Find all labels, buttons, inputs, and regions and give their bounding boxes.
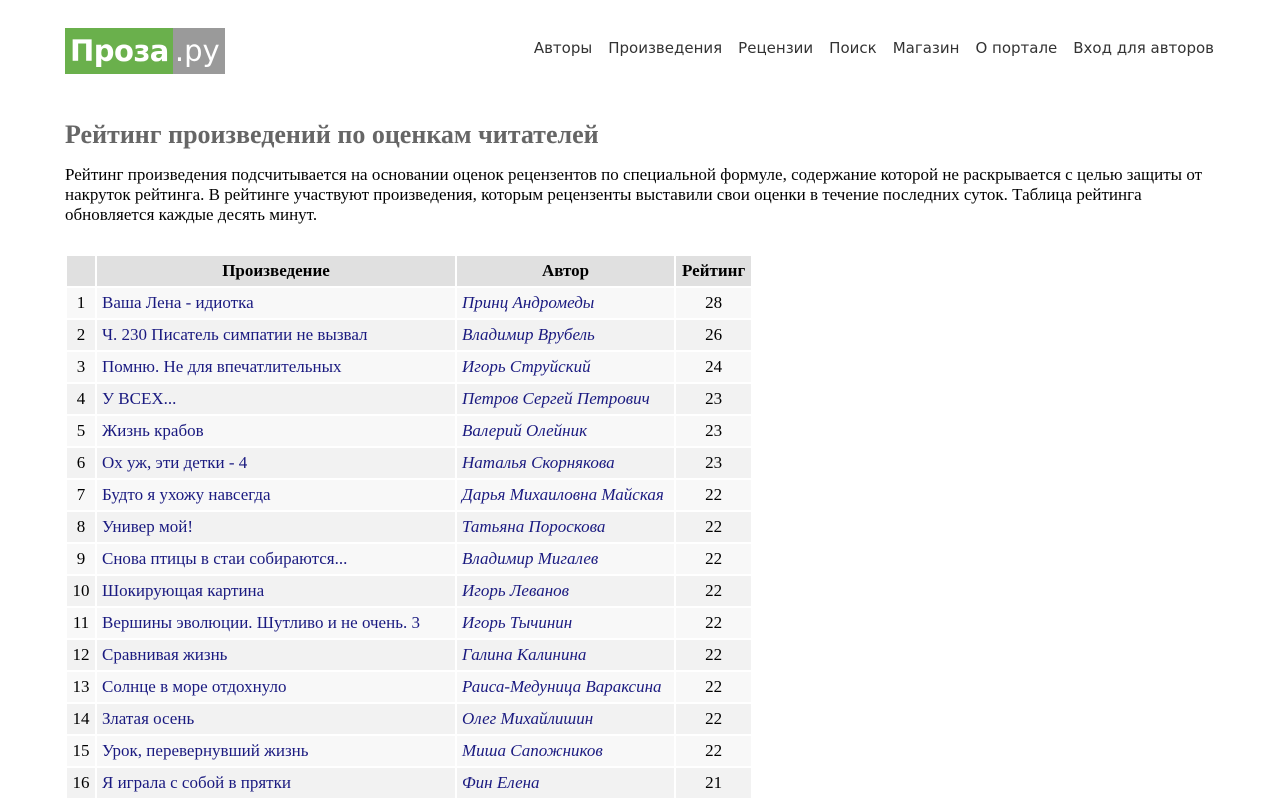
rating-value: 22 (676, 512, 751, 542)
work-link[interactable]: Будто я ухожу навсегда (102, 485, 271, 504)
work-cell (97, 320, 455, 350)
author-link[interactable]: Игорь Тычинин (462, 613, 573, 632)
table-row (67, 576, 751, 606)
header-rating: Рейтинг (676, 256, 751, 286)
logo-part-proza: Проза (65, 28, 173, 74)
rating-value: 23 (676, 384, 751, 414)
author-cell (457, 672, 674, 702)
author-link[interactable]: Игорь Струйский (462, 357, 591, 376)
rating-value: 22 (676, 576, 751, 606)
author-link[interactable]: Раиса-Медуница Вараксина (462, 677, 662, 696)
author-link[interactable]: Миша Сапожников (462, 741, 603, 760)
page-intro: Рейтинг произведения подсчитывается на основании оценок рецензентов по специальной формуле, содержание которой не раскрывается с целью защиты от накруток рейтинга. В рейтинге участвуют произведения, которым рецензенты выставили свои оценки в течение последних суток. Таблица рейтинга обновляется каждые десять минут. (65, 165, 1203, 224)
row-number: 3 (67, 352, 95, 382)
work-link[interactable]: Помню. Не для впечатлительных (102, 357, 342, 376)
work-cell (97, 448, 455, 478)
rating-value: 23 (676, 416, 751, 446)
row-number: 10 (67, 576, 95, 606)
row-number: 7 (67, 480, 95, 510)
table-row (67, 672, 751, 702)
row-number: 12 (67, 640, 95, 670)
author-cell (457, 320, 674, 350)
author-cell (457, 352, 674, 382)
row-number: 13 (67, 672, 95, 702)
author-link[interactable]: Принц Андромеды (462, 293, 595, 312)
work-cell (97, 288, 455, 318)
author-cell (457, 416, 674, 446)
author-cell (457, 384, 674, 414)
author-link[interactable]: Дарья Михаиловна Майская (462, 485, 664, 504)
work-link[interactable]: У ВСЕХ... (102, 389, 177, 408)
nav-about[interactable]: О портале (975, 39, 1058, 57)
table-row (67, 608, 751, 638)
author-cell (457, 704, 674, 734)
author-cell (457, 768, 674, 798)
author-link[interactable]: Игорь Леванов (462, 581, 570, 600)
row-number: 15 (67, 736, 95, 766)
author-cell (457, 640, 674, 670)
rating-value: 26 (676, 320, 751, 350)
work-cell (97, 704, 455, 734)
rating-value: 22 (676, 640, 751, 670)
work-cell (97, 672, 455, 702)
table-row (67, 512, 751, 542)
author-cell (457, 512, 674, 542)
author-cell (457, 608, 674, 638)
work-cell (97, 352, 455, 382)
author-cell (457, 480, 674, 510)
header-author: Автор (457, 256, 674, 286)
page-title: Рейтинг произведений по оценкам читателей (65, 120, 599, 149)
nav-shop[interactable]: Магазин (892, 39, 960, 57)
table-row (67, 736, 751, 766)
row-number: 8 (67, 512, 95, 542)
row-number: 2 (67, 320, 95, 350)
work-cell (97, 608, 455, 638)
rating-value: 22 (676, 608, 751, 638)
author-link[interactable]: Татьяна Пороскова (462, 517, 606, 536)
row-number: 5 (67, 416, 95, 446)
work-cell (97, 768, 455, 798)
header-num (67, 256, 95, 286)
row-number: 14 (67, 704, 95, 734)
author-link[interactable]: Валерий Олейник (462, 421, 588, 440)
author-cell (457, 448, 674, 478)
nav-authors[interactable]: Авторы (533, 39, 593, 57)
work-cell (97, 384, 455, 414)
nav-works[interactable]: Произведения (608, 39, 723, 57)
rating-value: 24 (676, 352, 751, 382)
rating-table (65, 254, 753, 800)
rating-value: 22 (676, 672, 751, 702)
table-header-row (67, 256, 751, 286)
rating-value: 22 (676, 544, 751, 574)
row-number: 6 (67, 448, 95, 478)
table-row (67, 352, 751, 382)
header-work: Произведение (97, 256, 455, 286)
nav-search[interactable]: Поиск (829, 39, 877, 57)
row-number: 9 (67, 544, 95, 574)
table-row (67, 448, 751, 478)
logo-part-ru: .ру (173, 28, 225, 74)
author-cell (457, 736, 674, 766)
rating-value: 22 (676, 704, 751, 734)
work-link[interactable]: Ч. 230 Писатель симпатии не вызвал (102, 325, 368, 344)
rating-value: 23 (676, 448, 751, 478)
author-link[interactable]: Наталья Скорнякова (462, 453, 615, 472)
table-row (67, 480, 751, 510)
site-logo[interactable] (65, 28, 225, 74)
rating-value: 21 (676, 768, 751, 798)
work-link[interactable]: Ваша Лена - идиотка (102, 293, 254, 312)
rating-value: 22 (676, 736, 751, 766)
row-number: 16 (67, 768, 95, 798)
work-link[interactable]: Жизнь крабов (102, 421, 204, 440)
work-cell (97, 736, 455, 766)
work-link[interactable]: Солнце в море отдохнуло (102, 677, 287, 696)
work-cell (97, 576, 455, 606)
work-cell (97, 512, 455, 542)
rating-value: 28 (676, 288, 751, 318)
author-link[interactable]: Галина Калинина (462, 645, 587, 664)
author-cell (457, 576, 674, 606)
row-number: 11 (67, 608, 95, 638)
work-link[interactable]: Снова птицы в стаи собираются... (102, 549, 348, 568)
nav-reviews[interactable]: Рецензии (738, 39, 814, 57)
table-row (67, 288, 751, 318)
table-row (67, 384, 751, 414)
table-row (67, 416, 751, 446)
table-row (67, 768, 751, 798)
work-link[interactable]: Урок, перевернувший жизнь (102, 741, 309, 760)
work-cell (97, 544, 455, 574)
work-link[interactable]: Златая осень (102, 709, 195, 728)
author-link[interactable]: Владимир Врубель (462, 325, 595, 344)
work-link[interactable]: Вершины эволюции. Шутливо и не очень. 3 (102, 613, 420, 632)
table-row (67, 640, 751, 670)
work-cell (97, 416, 455, 446)
author-cell (457, 544, 674, 574)
author-cell (457, 288, 674, 318)
author-link[interactable]: Владимир Мигалев (462, 549, 599, 568)
work-link[interactable]: Я играла с собой в прятки (102, 773, 291, 792)
table-row (67, 704, 751, 734)
author-link[interactable]: Фин Елена (462, 773, 540, 792)
work-cell (97, 640, 455, 670)
main-nav (518, 38, 1214, 58)
work-cell (97, 480, 455, 510)
work-link[interactable]: Сравнивая жизнь (102, 645, 228, 664)
author-link[interactable]: Олег Михайлишин (462, 709, 594, 728)
table-row (67, 544, 751, 574)
author-link[interactable]: Петров Сергей Петрович (462, 389, 650, 408)
nav-login[interactable]: Вход для авторов (1073, 39, 1214, 57)
work-link[interactable]: Ох уж, эти детки - 4 (102, 453, 248, 472)
work-link[interactable]: Универ мой! (102, 517, 193, 536)
rating-value: 22 (676, 480, 751, 510)
work-link[interactable]: Шокирующая картина (102, 581, 265, 600)
table-row (67, 320, 751, 350)
row-number: 1 (67, 288, 95, 318)
row-number: 4 (67, 384, 95, 414)
